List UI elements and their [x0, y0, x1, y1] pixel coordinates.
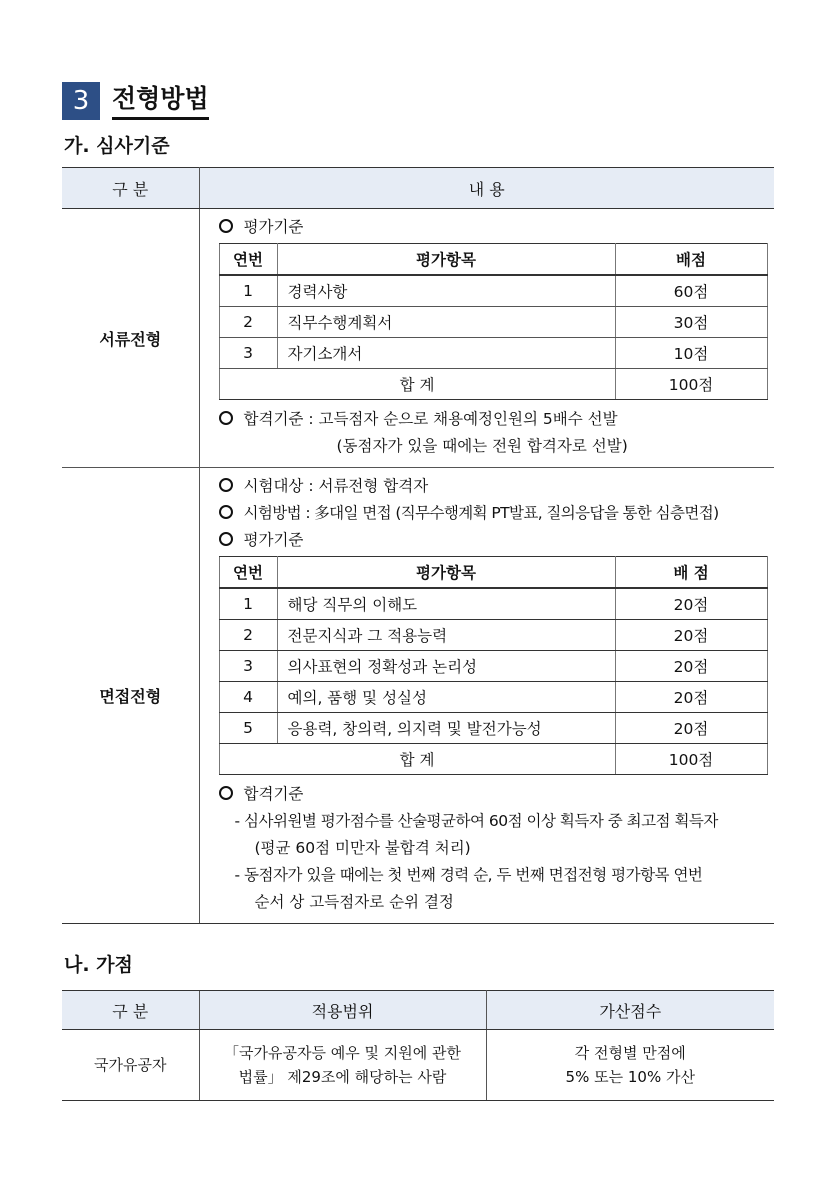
- circle-bullet-icon: [219, 411, 233, 425]
- row-no: 1: [219, 275, 277, 307]
- circle-bullet-icon: [219, 478, 233, 492]
- row-score: 10점: [615, 338, 767, 369]
- bonus-scope-line1: 「국가유공자등 예우 및 지원에 관한: [224, 1044, 461, 1062]
- interview-col-no: 연번: [219, 557, 277, 589]
- doc-criteria-title-line: [219, 214, 764, 241]
- row-item: 전문지식과 그 적용능력: [277, 620, 615, 651]
- pass-rule-1: - 심사위원별 평가점수를 산술평균하여 60점 이상 획득자 중 최고점 획득자: [234, 812, 718, 830]
- table-row: [219, 713, 767, 744]
- row-no: 4: [219, 682, 277, 713]
- doc-col-item: 평가항목: [277, 244, 615, 276]
- circle-bullet-icon: [219, 505, 233, 519]
- table-row: [219, 588, 767, 620]
- interview-criteria-title-line: [219, 527, 764, 554]
- bonus-points: [486, 1030, 774, 1101]
- bonus-points-line2: 5% 또는 10% 가산: [565, 1068, 695, 1086]
- subsection-title-criteria: 가. 심사기준: [64, 135, 170, 157]
- table-row: [219, 338, 767, 369]
- row-no: 2: [219, 307, 277, 338]
- row-score: 60점: [615, 275, 767, 307]
- bonus-points-line1: 각 전형별 만점에: [574, 1044, 686, 1062]
- row-no: 2: [219, 620, 277, 651]
- interview-method: 시험방법 : 多대일 면접 (직무수행계획 PT발표, 질의응답을 통한 심층면접): [243, 504, 719, 522]
- pass-rule-2: - 동점자가 있을 때에는 첫 번째 경력 순, 두 번째 면접전형 평가항목 연번: [234, 866, 703, 884]
- bonus-scope-line2: 법률」 제29조에 해당하는 사람: [238, 1068, 447, 1086]
- section-header: [62, 80, 209, 122]
- document-screening-label: 서류전형: [62, 209, 199, 468]
- total-label: 합 계: [219, 744, 615, 775]
- interview-target-line: [219, 473, 764, 500]
- row-no: 3: [219, 651, 277, 682]
- row-score: 20점: [615, 682, 767, 713]
- row-item: 응용력, 창의력, 의지력 및 발전가능성: [277, 713, 615, 744]
- interview-criteria-title: 평가기준: [243, 531, 304, 549]
- row-item: 직무수행계획서: [277, 307, 615, 338]
- circle-bullet-icon: [219, 786, 233, 800]
- row-no: 1: [219, 588, 277, 620]
- total-value: 100점: [615, 744, 767, 775]
- document-screening-row: [62, 209, 774, 468]
- bonus-header-scope: 적용범위: [199, 991, 486, 1030]
- row-item: 경력사항: [277, 275, 615, 307]
- bonus-category: 국가유공자: [62, 1030, 199, 1101]
- row-no: 3: [219, 338, 277, 369]
- criteria-table: [62, 167, 774, 924]
- section-title: 전형방법: [112, 82, 209, 120]
- table-row: [219, 682, 767, 713]
- total-row: [219, 744, 767, 775]
- doc-pass-criteria-line: [219, 406, 764, 433]
- criteria-header-content: 내 용: [199, 168, 774, 209]
- row-no: 5: [219, 713, 277, 744]
- bonus-header-points: 가산점수: [486, 991, 774, 1030]
- table-row: [219, 307, 767, 338]
- row-score: 30점: [615, 307, 767, 338]
- total-value: 100점: [615, 369, 767, 400]
- subsection-title-bonus: 나. 가점: [64, 954, 133, 976]
- interview-col-score: 배 점: [615, 557, 767, 589]
- doc-pass-criteria: 합격기준 : 고득점자 순으로 채용예정인원의 5배수 선발: [243, 410, 618, 428]
- interview-pass-title-line: [219, 781, 764, 808]
- interview-pass-title: 합격기준: [243, 785, 304, 803]
- interview-method-line: [219, 500, 764, 527]
- row-score: 20점: [615, 620, 767, 651]
- doc-criteria-title: 평가기준: [243, 218, 304, 236]
- table-row: [62, 1030, 774, 1101]
- doc-pass-note: (동점자가 있을 때에는 전원 합격자로 선발): [336, 437, 628, 455]
- interview-col-item: 평가항목: [277, 557, 615, 589]
- row-item: 해당 직무의 이해도: [277, 588, 615, 620]
- pass-rule-2-cont: 순서 상 고득점자로 순위 결정: [254, 893, 454, 911]
- total-label: 합 계: [219, 369, 615, 400]
- pass-rule-1-note: (평균 60점 미만자 불합격 처리): [254, 839, 471, 857]
- doc-col-no: 연번: [219, 244, 277, 276]
- section-number-badge: 3: [62, 82, 100, 120]
- doc-col-score: 배점: [615, 244, 767, 276]
- row-score: 20점: [615, 713, 767, 744]
- criteria-header-category: 구 분: [62, 168, 199, 209]
- circle-bullet-icon: [219, 219, 233, 233]
- circle-bullet-icon: [219, 532, 233, 546]
- doc-evaluation-table: [219, 243, 768, 400]
- row-item: 의사표현의 정확성과 논리성: [277, 651, 615, 682]
- interview-screening-label: 면접전형: [62, 468, 199, 924]
- bonus-header-category: 구 분: [62, 991, 199, 1030]
- row-score: 20점: [615, 651, 767, 682]
- interview-evaluation-table: [219, 556, 768, 775]
- interview-target: 시험대상 : 서류전형 합격자: [243, 477, 429, 495]
- row-item: 예의, 품행 및 성실성: [277, 682, 615, 713]
- table-row: [219, 651, 767, 682]
- table-row: [219, 620, 767, 651]
- bonus-table: [62, 990, 774, 1101]
- bonus-scope: [199, 1030, 486, 1101]
- row-score: 20점: [615, 588, 767, 620]
- row-item: 자기소개서: [277, 338, 615, 369]
- table-row: [219, 275, 767, 307]
- total-row: [219, 369, 767, 400]
- interview-screening-row: [62, 468, 774, 924]
